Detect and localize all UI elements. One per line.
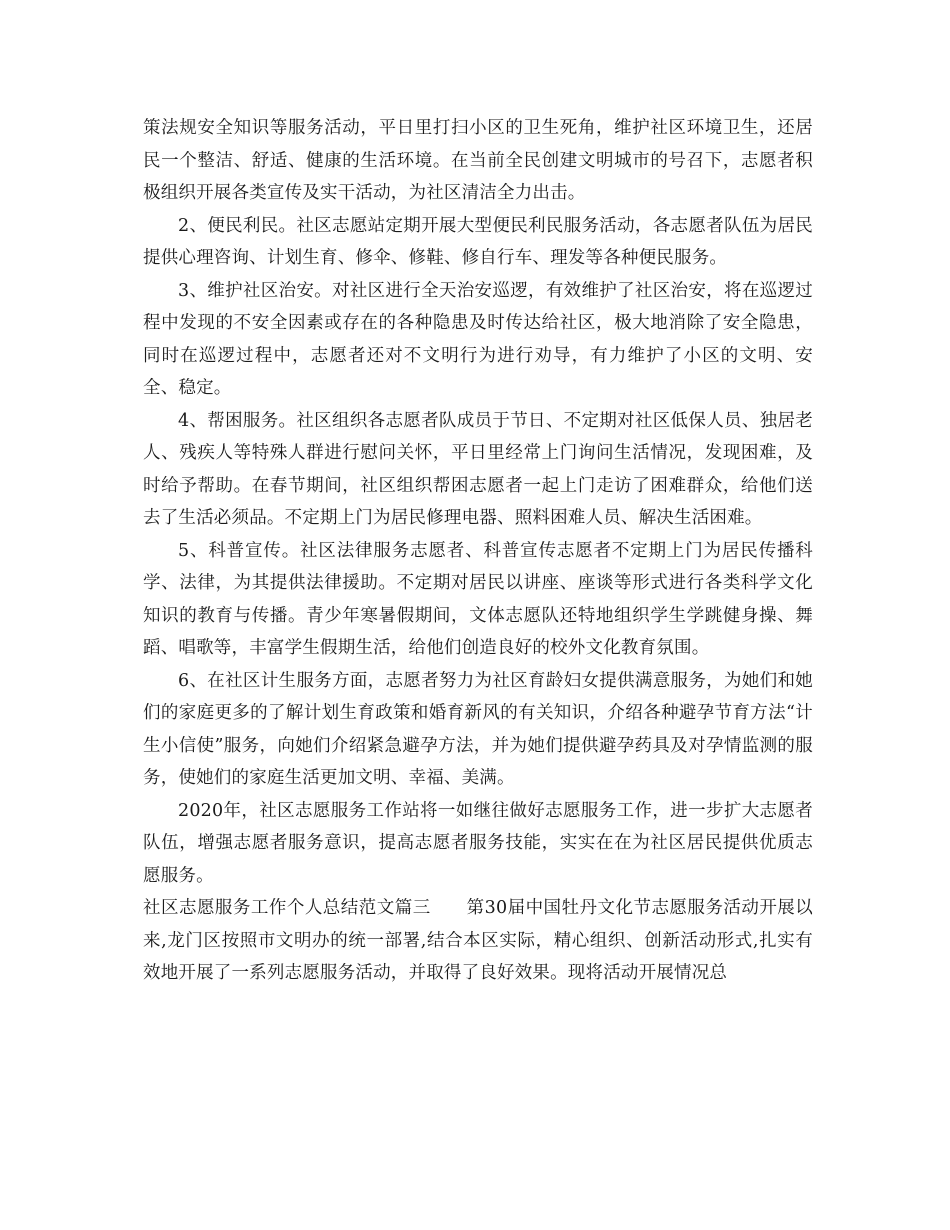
paragraph-environment: 策法规安全知识等服务活动，平日里打扫小区的卫生死角，维护社区环境卫生，还居民一个整洁、舒适、健康的生活环境。在当前全民创建文明城市的号召下，志愿者积极组织开展各类宣传及实干活动，为社区清洁全力出击。 bbox=[143, 118, 813, 203]
paragraph-2020-plan: 2020年，社区志愿服务工作站将一如继往做好志愿服务工作，进一步扩大志愿者队伍，增强志愿者服务意识，提高志愿者服务技能，实实在在为社区居民提供优质志愿服务。 bbox=[143, 800, 813, 886]
paragraph-security: 3、维护社区治安。对社区进行全天治安巡逻，有效维护了社区治安，将在巡逻过程中发现的不安全因素或存在的各种隐患及时传达给社区，极大地消除了安全隐患，同时在巡逻过程中，志愿者还对不文明行为进行劝导，有力维护了小区的文明、安全、稳定。 bbox=[143, 280, 813, 398]
paragraph-assistance: 4、帮困服务。社区组织各志愿者队成员于节日、不定期对社区低保人员、独居老人、残疾人等特殊人群进行慰问关怀，平日里经常上门询问生活情况，发现困难，及时给予帮助。在春节期间，社区组织帮困志愿者一起上门走访了困难群众，给他们送去了生活必须品。不定期上门为居民修理电器、照料困难人员、解决生活困难。 bbox=[143, 410, 813, 528]
paragraph-convenience: 2、便民利民。社区志愿站定期开展大型便民利民服务活动，各志愿者队伍为居民提供心理咨询、计划生育、修伞、修鞋、修自行车、理发等各种便民服务。 bbox=[143, 215, 813, 268]
document-body bbox=[143, 112, 813, 990]
paragraph-section-three: 社区志愿服务工作个人总结范文篇三 第30届中国牡丹文化节志愿服务活动开展以来,龙门区按照市文明办的统一部署,结合本区实际，精心组织、创新活动形式,扎实有效地开展了一系列志愿服务活动，并取得了良好效果。现将活动开展情况总 bbox=[143, 898, 813, 983]
paragraph-science-promotion: 5、科普宣传。社区法律服务志愿者、科普宣传志愿者不定期上门为居民传播科学、法律，为其提供法律援助。不定期对居民以讲座、座谈等形式进行各类科学文化知识的教育与传播。青少年寒暑假期间，文体志愿队还特地组织学生学跳健身操、舞蹈、唱歌等，丰富学生假期生活，给他们创造良好的校外文化教育氛围。 bbox=[143, 540, 813, 658]
paragraph-family-planning: 6、在社区计生服务方面，志愿者努力为社区育龄妇女提供满意服务，为她们和她们的家庭更多的了解计划生育政策和婚育新风的有关知识，介绍各种避孕节育方法“计生小信使”服务，向她们介绍紧急避孕方法，并为她们提供避孕药具及对孕情监测的服务，使她们的家庭生活更加文明、幸福、美满。 bbox=[143, 670, 813, 788]
